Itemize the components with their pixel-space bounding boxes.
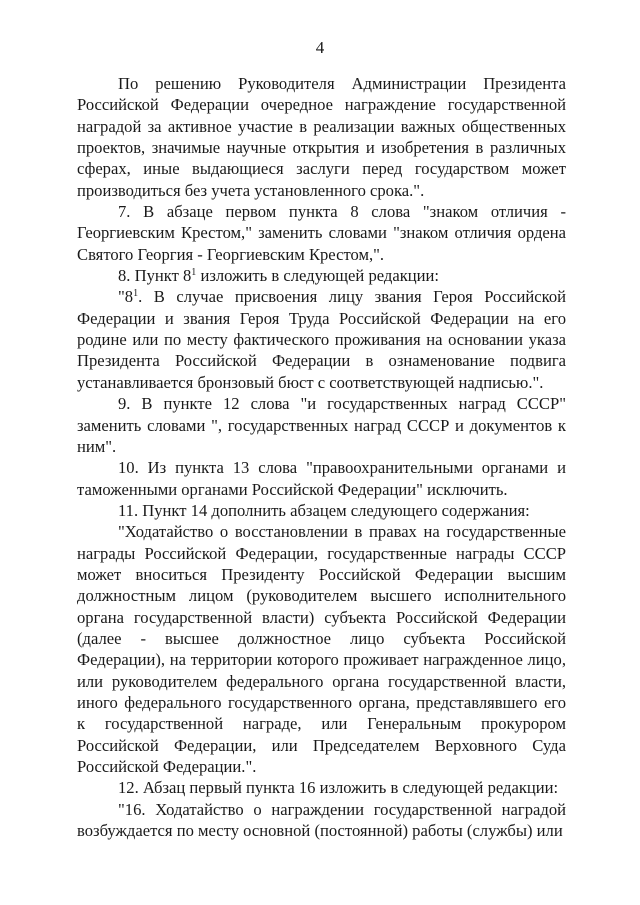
paragraph-item-12: 12. Абзац первый пункта 16 изложить в следующей редакции:	[118, 778, 559, 798]
document-body	[77, 73, 566, 841]
paragraph-item-11: 11. Пункт 14 дополнить абзацем следующего содержания:	[118, 500, 530, 520]
paragraph-item-10: 10. Из пункта 13 слова "правоохранительными органами и таможенными органами Российской Федерации" исключить.	[77, 458, 566, 499]
paragraph-quoted-item-8-1	[77, 286, 566, 393]
paragraph-quoted-item-8-1-after: . В случае присвоения лицу звания Героя Российской Федерации и звания Героя Труда Российской Федерации на его родине или по месту фактического проживания на основании указа Президента Российской Федерации в ознаменование подвига устанавливается бронзовый бюст с соответствующей надписью.".	[77, 287, 566, 392]
superscript-one: 1	[191, 267, 197, 279]
paragraph-award-without-term: По решению Руководителя Администрации Президента Российской Федерации очередное награждение государственной наградой за активное участие в реализации важных общественных проектов, значимые научные открытия и изобретения в различных сферах, иные выдающиеся заслуги перед государством может производиться без учета установленного срока.".	[77, 74, 566, 200]
superscript-one: 1	[133, 288, 139, 300]
paragraph-item-7: 7. В абзаце первом пункта 8 слова "знаком отличия - Георгиевским Крестом," заменить словами "знаком отличия ордена Святого Георгия - Георгиевским Крестом,".	[77, 202, 566, 264]
paragraph-item-8-before: 8. Пункт 8	[118, 266, 192, 286]
paragraph-item-8-after: изложить в следующей редакции:	[196, 266, 440, 286]
paragraph-quoted-restoration-rights: "Ходатайство о восстановлении в правах на государственные награды Российской Федерации, государственные награды СССР может вноситься Президенту Российской Федерации высшим должностным лицом (руководителем высшего исполнительного органа государственной власти) субъекта Российской Федерации (далее - высшее должностное лицо субъекта Российской Федерации), на территории которого проживает награжденное лицо, или руководителем федерального органа государственной власти, иного федерального государственного органа, представлявшего его к государственной награде, или Генеральным прокурором Российской Федерации, или Председателем Верховного Суда Российской Федерации.".	[77, 522, 566, 776]
paragraph-item-9: 9. В пункте 12 слова "и государственных наград СССР" заменить словами ", государственных наград СССР и документов к ним".	[77, 394, 566, 456]
paragraph-item-8	[77, 265, 566, 286]
page-number: 4	[315, 38, 325, 57]
paragraph-quoted-item-16: "16. Ходатайство о награждении государственной наградой возбуждается по месту основной (постоянной) работы (службы) или	[77, 799, 566, 841]
paragraph-quoted-item-8-1-before: "8	[118, 287, 134, 307]
